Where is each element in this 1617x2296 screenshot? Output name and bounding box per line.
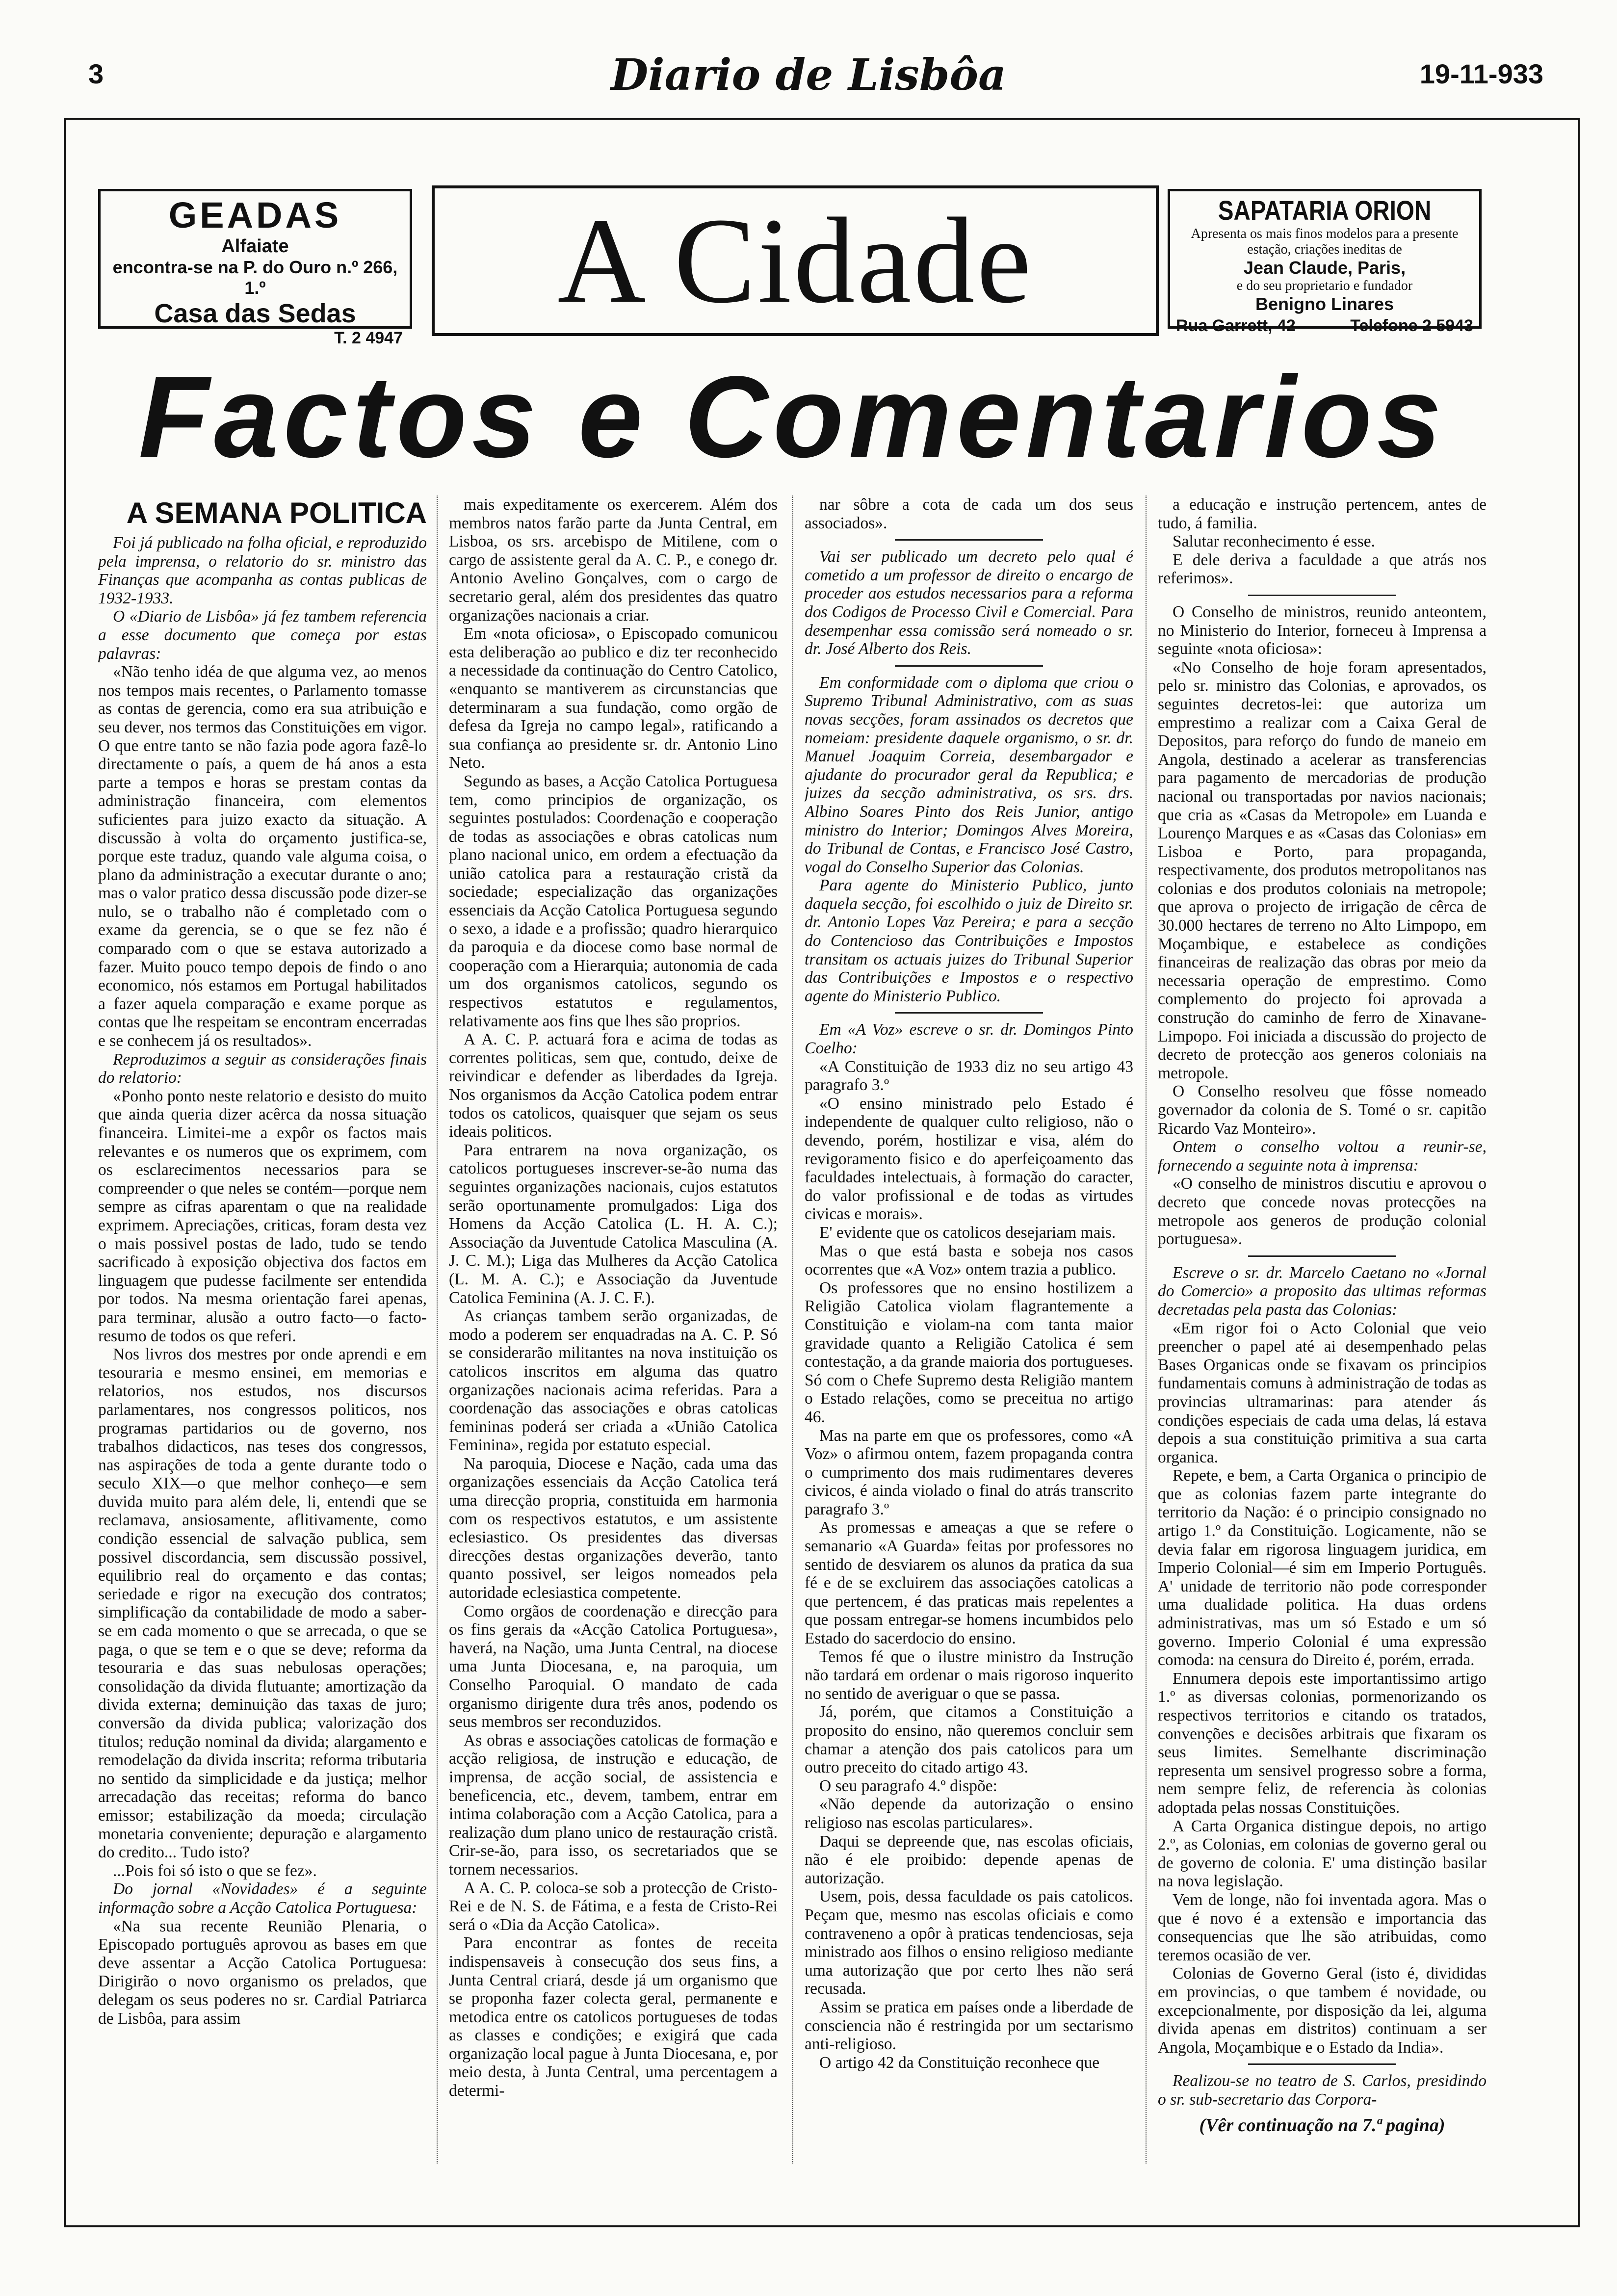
article-paragraph: Nos livros dos mestres por onde aprendi e em tesouraria e mesmo ensinei, em memorias e relatorios, nos estudos, nos discursos parlamentares, nos congressos politicos, nos programas partidarios ou de governo, nos trabalhos didacticos, nas teses dos congressos, nas aspirações de toda a gente durante todo o seculo XIX—o que melhor conheço—e sem duvida muito para além dele, li, entendi que se reclamava, ansiosamente, aflitivamente, como condição essencial de salvação publica, sem possivel discordancia, sem discussão possivel, equilibrio real do orçamento e das contas; seriedade e rigor na execução dos contratos; simplificação da contabilidade de modo a saber-se em cada momento o que se arrecada, o que se paga, o que se tem e o que se deve; reforma da tesouraria e das suas nebulosas operações; consolidação da divida flutuante; amortização da divida externa; deminuição das taxas de juro; conversão da divida publica; valorização dos titulos; redução nominal da divida; alargamento e remodelação da divida inscrita; reforma tributaria no sentido da simplicidade e da justiça; melhor arrecadação das receitas; reforma do banco emissor; estabilização da moeda; circulação monetaria conveniente; depuração e alargamento do credito... Tudo isto? — [98, 1345, 427, 1862]
article-paragraph: Colonias de Governo Geral (isto é, divididas em provincias, o que tambem é novidade, ou excepcionalmente, por disposição da lei, alguma divida apenas em distritos) continuam a ser Angola, Moçambique e o Estado da India». — [1158, 1964, 1487, 2057]
ad-orion-title: SAPATARIA ORION — [1218, 195, 1432, 226]
article-column-1 — [98, 496, 427, 2164]
column-divider — [792, 496, 793, 2164]
newspaper-masthead: Diario de Lisbôa — [610, 49, 1007, 100]
separator-rule — [895, 665, 1043, 667]
ad-orion-owner: Benigno Linares — [1255, 294, 1394, 314]
article-paragraph: Escreve o sr. dr. Marcelo Caetano no «Jornal do Comercio» a proposito das ultimas reformas decretadas pela pasta das Colonias: — [1158, 1263, 1487, 1319]
article-paragraph: Para encontrar as fontes de receita indispensaveis à consecução dos seus fins, a Junta Central criará, desde já um organismo que se proponha fazer colecta geral, permanente e metodica entre os catolicos portugueses de todas as classes e condições; e exigirá que cada organização local pague à Junta Diocesana, e, por meio desta, à Junta Central, uma percentagem a determi- — [449, 1934, 778, 2100]
issue-date: 19-11-933 — [1419, 58, 1543, 89]
continuation-note: (Vêr continuação na 7.ª pagina) — [1199, 2115, 1445, 2136]
article-paragraph: O «Diario de Lisbôa» já fez tambem referencia a esse documento que começa por estas palavras: — [98, 607, 427, 663]
article-paragraph: E' evidente que os catolicos desejariam mais. — [819, 1223, 1116, 1242]
ad-orion-text: Apresenta os mais finos modelos para a presente estação, criações ineditas de — [1191, 226, 1459, 257]
article-paragraph: Mas o que está basta e sobeja nos casos ocorrentes que «A Voz» ontem trazia a publico. — [805, 1242, 1133, 1279]
article-paragraph: «A Constituição de 1933 diz no seu artigo 43 paragrafo 3.º — [805, 1057, 1133, 1095]
article-paragraph: Ontem o conselho voltou a reunir-se, fornecendo a seguinte nota à imprensa: — [1158, 1138, 1487, 1174]
article-paragraph: O seu paragrafo 4.º dispõe: — [819, 1776, 997, 1795]
article-paragraph: A A. C. P. coloca-se sob a protecção de Cristo-Rei e de N. S. de Fátima, e a festa de Cristo-Rei será o «Dia da Acção Catolica». — [449, 1879, 778, 1934]
article-paragraph: Segundo as bases, a Acção Catolica Portuguesa tem, como principios de organização, os seguintes postulados: Coordenação e cooperação de todas as associações e obras catolicas num plano nacional unico, em ordem a efectuação da união catolica para a restauração cristã da sociedade; especialização das organizações essenciais da Acção Catolica Portuguesa segundo o sexo, a idade e a profissão; quadro hierarquico da paroquia e da diocese como base normal de cooperação com a Hierarquia; autonomia de cada um dos organismos catolicos, segundo os respectivos estatutos e regulamentos, relativamente aos fins que lhes são proprios. — [449, 772, 778, 1030]
article-paragraph: Já, porém, que citamos a Constituição a proposito do ensino, não queremos concluir sem chamar a atenção dos pais catolicos para um outro preceito do citado artigo 43. — [805, 1703, 1133, 1777]
article-paragraph: Mas na parte em que os professores, como «A Voz» o afirmou ontem, fazem propaganda contra o cumprimento dos mais rudimentares deveres civicos, é ainda violado o final do atrás transcrito paragrafo 3.º — [805, 1426, 1133, 1518]
separator-rule — [1248, 595, 1396, 596]
ad-geadas-title: GEADAS — [168, 195, 342, 235]
separator-rule — [895, 1012, 1043, 1014]
ad-a-cidade-title: A Cidade — [557, 193, 1033, 329]
article-paragraph: Salutar reconhecimento é esse. — [1173, 532, 1375, 551]
ad-a-cidade — [432, 185, 1159, 336]
article-paragraph: Como orgãos de coordenação e direcção para os fins gerais da «Acção Catolica Portuguesa», haverá, na Nação, uma Junta Central, na diocese uma Junta Diocesana, e, na paroquia, um Conselho Paroquial. O mandato de cada organismo dirigente dura três anos, podendo os seus membros ser reconduzidos. — [449, 1602, 778, 1731]
article-paragraph: O artigo 42 da Constituição reconhece que — [819, 2053, 1100, 2072]
article-paragraph: A A. C. P. actuará fora e acima de todas as correntes politicas, sem que, contudo, deixe de reivindicar e defender as liberdades da Igreja. Nos organismos da Acção Catolica podem entrar todos os catolicos, quaisquer que sejam os seus ideais politicos. — [449, 1030, 778, 1141]
article-paragraph: ...Pois foi só isto o que se fez». — [113, 1861, 317, 1880]
separator-rule — [1248, 2063, 1396, 2065]
article-paragraph: O Conselho de ministros, reunido anteontem, no Ministerio do Interior, forneceu à Imprensa a seguinte «nota oficiosa»: — [1158, 602, 1487, 658]
page-number: 3 — [88, 58, 104, 89]
article-paragraph: a educação e instrução pertencem, antes de tudo, á familia. — [1158, 496, 1487, 532]
ad-orion-brand: Jean Claude, Paris, — [1243, 258, 1406, 278]
ad-orion-contact — [1176, 316, 1473, 336]
ad-geadas-address: encontra-se na P. do Ouro n.º 266, 1.º — [112, 257, 398, 298]
article-paragraph: Do jornal «Novidades» é a seguinte informação sobre a Acção Catolica Portuguesa: — [98, 1880, 427, 1917]
ad-orion-text2: e do seu proprietario e fundador — [1236, 278, 1413, 293]
article-paragraph: Temos fé que o ilustre ministro da Instrução não tardará em ordenar o mais rigoroso inquerito no sentido de averiguar o que se passa. — [805, 1647, 1133, 1703]
article-paragraph: As promessas e ameaças a que se refere o semanario «A Guarda» feitas por professores no sentido de desviarem os alunos da pratica da sua fé e de se excluirem das associações catolicas a que pertencem, é das praticas mais repelentes a que possam entregar-se homens incumbidos pelo Estado do sacerdocio do ensino. — [805, 1518, 1133, 1648]
article-column-4 — [1158, 496, 1487, 2164]
ad-orion-phone: Telefone 2 5943 — [1350, 316, 1473, 335]
article-paragraph: «Na sua recente Reunião Plenaria, o Episcopado português aprovou as bases em que deve assentar a Acção Catolica Portuguesa: Dirigirão o novo organismo os prelados, que delegam os seus poderes no sr. Cardial Patriarca de Lisbôa, para assim — [98, 1917, 427, 2028]
ad-geadas-phone: T. 2 4947 — [334, 329, 403, 347]
article-paragraph: Assim se pratica em países onde a liberdade de consciencia não é restringida por um sectarismo anti-religioso. — [805, 1998, 1133, 2054]
article-paragraph: Realizou-se no teatro de S. Carlos, presidindo o sr. sub-secretario das Corpora- — [1158, 2072, 1487, 2109]
column-divider — [1146, 496, 1147, 2164]
article-paragraph: «Não depende da autorização o ensino religioso nas escolas particulares». — [805, 1795, 1133, 1832]
article-paragraph: Usem, pois, dessa faculdade os pais catolicos. Peçam que, mesmo nas escolas oficiais e como contraveneno a opôr à praticas tendenciosas, seja ministrado aos filhos o ensino religioso mediante uma autorização que por certo lhes não será recusada. — [805, 1887, 1133, 1998]
article-paragraph: Na paroquia, Diocese e Nação, cada uma das organizações essenciais da Acção Catolica terá uma direcção propria, constituida em harmonia com os respectivos estatutos, e um assistente eclesiastico. Os presidentes das diversas direcções destas organizações deverão, tanto quanto possivel, ser leigos nomeados pela autoridade eclesiastica competente. — [449, 1454, 778, 1602]
article-paragraph: «O conselho de ministros discutiu e aprovou o decreto que concede novas protecções na metropole aos generos de produção colonial portuguesa». — [1158, 1174, 1487, 1249]
article-paragraph: «Não tenho idéa de que alguma vez, ao menos nos tempos mais recentes, o Parlamento tomasse as contas de gerencia, como era sua atribuição e seu dever, nos termos das Constituições em vigor. O que entre tanto se não fazia pode agora fazê-lo directamente o país, a quem de há anos a esta parte a tempos e horas se prestam contas da administração financeira, com elementos suficientes para juizo exacto da situação. A discussão à volta do orçamento justifica-se, porque este traduz, quando vale alguma coisa, o plano da administração a executar durante o ano; mas o valor pratico dessa discussão pode dizer-se nulo, se o trabalho não é completado com o exame da gerencia, se o que se fez não é comparado com o que se estava autorizado a fazer. Muito pouco tempo depois de findo o ano economico, nós estamos em Portugal habilitados a fazer aquela comparação e exame porque as contas que lhe respeitam se encontram encerradas e se conhecem já os resultados». — [98, 663, 427, 1050]
article-paragraph: nar sôbre a cota de cada um dos seus associados». — [805, 496, 1133, 532]
column-divider — [437, 496, 438, 2164]
article-paragraph: «Em rigor foi o Acto Colonial que veio preencher o papel até ai desempenhado pelas Bases Organicas onde se fixavam os principios fundamentais comuns à administração de todas as provincias ultramarinas: para atender ás condições especiais de cada uma delas, lá estava depois a sua constituição primitiva a sua carta organica. — [1158, 1319, 1487, 1466]
ad-geadas-shop: Casa das Sedas — [154, 299, 356, 328]
separator-rule — [1248, 1255, 1396, 1257]
article-paragraph: Em «nota oficiosa», o Episcopado comunicou esta deliberação ao publico e diz ter reconhecido a necessidade da continuação do Centro Catolico, «enquanto se mantiverem as circunstancias que determinaram a sua fundação, como orgão de defesa da Igreja no campo legal», ratificando a sua confiança ao presidente sr. dr. Antonio Lino Neto. — [449, 625, 778, 772]
article-paragraph: Daqui se depreende que, nas escolas oficiais, não é ele proibido: depende apenas de autorização. — [805, 1832, 1133, 1887]
article-paragraph: Vem de longe, não foi inventada agora. Mas o que é novo é a extensão e importancia das consequencias que lhe são atribuidas, como teremos ocasião de ver. — [1158, 1890, 1487, 1964]
ad-sapataria-orion — [1168, 189, 1482, 335]
article-paragraph: Repete, e bem, a Carta Organica o principio de que as colonias fazem parte integrante do territorio da Nação: é o principio consignado no artigo 1.º da Constituição. Logicamente, não se devia falar em rigorosa linguagem juridica, em Imperio Colonial—é sim em Imperio Português. A' unidade de territorio não pode corresponder uma dualidade politica. Ha duas ordens administrativas, mas um só Estado e um só governo. Imperio Colonial é uma expressão comoda: na censura do Direito é, porém, errada. — [1158, 1466, 1487, 1670]
article-column-2 — [449, 496, 778, 2164]
article-paragraph: mais expeditamente os exercerem. Além dos membros natos farão parte da Junta Central, em Lisboa, os srs. arcebispo de Mitilene, com o cargo de assistente geral da A. C. P., e conego dr. Antonio Avelino Gonçalves, com o cargo de secretario geral, além dos presidentes das quatro organizações nacionais a criar. — [449, 496, 778, 625]
article-paragraph: Em «A Voz» escreve o sr. dr. Domingos Pinto Coelho: — [805, 1020, 1133, 1058]
article-paragraph: «O ensino ministrado pelo Estado é independente de qualquer culto religioso, não o devendo, porém, hostilizar e visa, além do revigoramento fisico e do aperfeiçoamento das faculdades intelectuais, à formação do caracter, do valor profissional e de todas as virtudes civicas e morais». — [805, 1094, 1133, 1224]
article-paragraph: A Carta Organica distingue depois, no artigo 2.º, as Colonias, em colonias de governo geral ou de governo de colonia. E' uma distinção basilar na nova legislação. — [1158, 1817, 1487, 1891]
ad-geadas — [98, 189, 412, 347]
separator-rule — [895, 539, 1043, 541]
article-paragraph: Foi já publicado na folha oficial, e reproduzido pela imprensa, o relatorio do sr. ministro das Finanças que acompanha as contas publicas de 1932-1933. — [98, 534, 427, 607]
article-paragraph: O Conselho resolveu que fôsse nomeado governador da colonia de S. Tomé o sr. capitão Ricardo Vaz Monteiro». — [1158, 1082, 1487, 1138]
ad-geadas-subtitle: Alfaiate — [221, 236, 289, 257]
article-paragraph: Reproduzimos a seguir as considerações finais do relatorio: — [98, 1050, 427, 1087]
article-paragraph: Os professores que no ensino hostilizem a Religião Catolica violam flagrantemente a Constituição e violam-na com tanta maior gravidade quanto a Religião Catolica é sem contestação, a da grande maioria dos portugueses. Só com o Chefe Supremo desta Religião mantem o Estado relações, como se preceitua no artigo 46. — [805, 1278, 1133, 1426]
article-column-3 — [805, 496, 1133, 2164]
article-paragraph: Para agente do Ministerio Publico, junto daquela secção, foi escolhido o juiz de Direito sr. dr. Antonio Lopes Vaz Pereira; e para a secção do Contencioso das Contribuições e Impostos transitam os actuais juizes do Tribunal Superior das Contribuições e Impostos e o respectivo agente do Ministerio Publico. — [805, 876, 1133, 1005]
article-paragraph: E dele deriva a faculdade a que atrás nos referimos». — [1158, 550, 1487, 588]
article-paragraph: As obras e associações catolicas de formação e acção religiosa, de instrução e educação, de imprensa, de acção social, de assistencia e beneficencia, etc., devem, tambem, entrar em intima colaboração com a Acção Catolica, para a realização dum plano unico de restauração cristã. Crir-se-ão, para isso, os secretariados que se tornem necessarios. — [449, 1731, 778, 1879]
section-headline: Factos e Comentarios — [138, 352, 1446, 482]
article-paragraph: As crianças tambem serão organizadas, de modo a poderem ser enquadradas na A. C. P. Só se considerarão militantes na nova instituição os catolicos inscritos em alguma das quatro organizações nacionais acima referidas. Para a coordenação das associações e obras catolicas femininas poderá ser criada a «União Catolica Feminina», regida por estatuto especial. — [449, 1307, 778, 1455]
section-title: A SEMANA POLITICA — [126, 496, 427, 529]
article-paragraph: Em conformidade com o diploma que criou o Supremo Tribunal Administrativo, com as suas novas secções, foram assinados os decretos que nomeiam: presidente daquele organismo, o sr. dr. Manuel Joaquim Correia, desembargador e ajudante do procurador geral da Republica; e juizes da secção administrativa, os srs. drs. Albino Soares Pinto dos Reis Junior, antigo ministro do Interior; Domingos Alves Moreira, do Tribunal de Contas, e Francisco José Castro, vogal do Conselho Superior das Colonias. — [805, 673, 1133, 876]
article-paragraph: Vai ser publicado um decreto pelo qual é cometido a um professor de direito o encargo de proceder aos estudos necessarios para a reforma dos Codigos de Processo Civil e Comercial. Para desempenhar essa comissão será nomeado o sr. dr. José Alberto dos Reis. — [805, 548, 1133, 658]
article-paragraph: «Ponho ponto neste relatorio e desisto do muito que ainda queria dizer acêrca da nossa situação financeira. Limitei-me a expôr os factos mais relevantes e os numeros que os exprimem, com os esclarecimentos necessarios para se compreender o que neles se contém—porque nem sempre as cifras aparentam o que na realidade exprimem. Apreciações, criticas, foram desta vez o mais possivel postas de lado, tudo se tendo sacrificado à exposição objectiva dos factos em linguagem que pudesse facilmente ser entendida por todos. Na mesma orientação farei apenas, para terminar, alusão a outro facto—o facto-resumo de todos os que referi. — [98, 1087, 427, 1345]
article-paragraph: Ennumera depois este importantissimo artigo 1.º as diversas colonias, pormenorizando os respectivos territorios e citando os tratados, convenções e decisões arbitrais que fixaram os seus limites. Semelhante discriminação representa um sensivel progresso sobre a forma, nem sempre feliz, de referencia às colonias adoptada pelas nossas Constituições. — [1158, 1669, 1487, 1817]
article-paragraph: Para entrarem na nova organização, os catolicos portugueses inscrever-se-ão numa das seguintes organizações nacionais, cujos estatutos serão oportunamente promulgados: Liga dos Homens da Acção Catolica (L. H. A. C.); Associação da Juventude Catolica Masculina (A. J. C. M.); Liga das Mulheres da Acção Catolica (L. M. A. C.); e Associação da Juventude Catolica Feminina (A. J. C. F.). — [449, 1141, 778, 1307]
ad-orion-address: Rua Garrett, 42 — [1176, 316, 1296, 335]
article-paragraph: «No Conselho de hoje foram apresentados, pelo sr. ministro das Colonias, e aprovados, os seguintes decretos-lei: que autoriza um emprestimo a realizar com a Caixa Geral de Depositos, para reforço do fundo de maneio em Angola, destinado a acelerar as transferencias para pagamento de mercadorias de produção nacional ou transportadas por navios nacionais; que cria as «Casas da Metropole» em Luanda e Lourenço Marques e as «Casas das Colonias» em Lisboa e Porto, para propaganda, respectivamente, dos produtos metropolitanos nas colonias e dos produtos coloniais na metropole; que aprova o projecto de irrigação de cêrca de 30.000 hectares de terreno no Alto Limpopo, em Moçambique, e estabelece as condições financeiras de realização das obras por meio da necessaria operação de emprestimo. Como complemento do projecto foi aprovada a construção do caminho de ferro de Xinavane-Limpopo. Foi iniciada a discussão do projecto de decreto de protecção aos generos coloniais na metropole. — [1158, 658, 1487, 1082]
